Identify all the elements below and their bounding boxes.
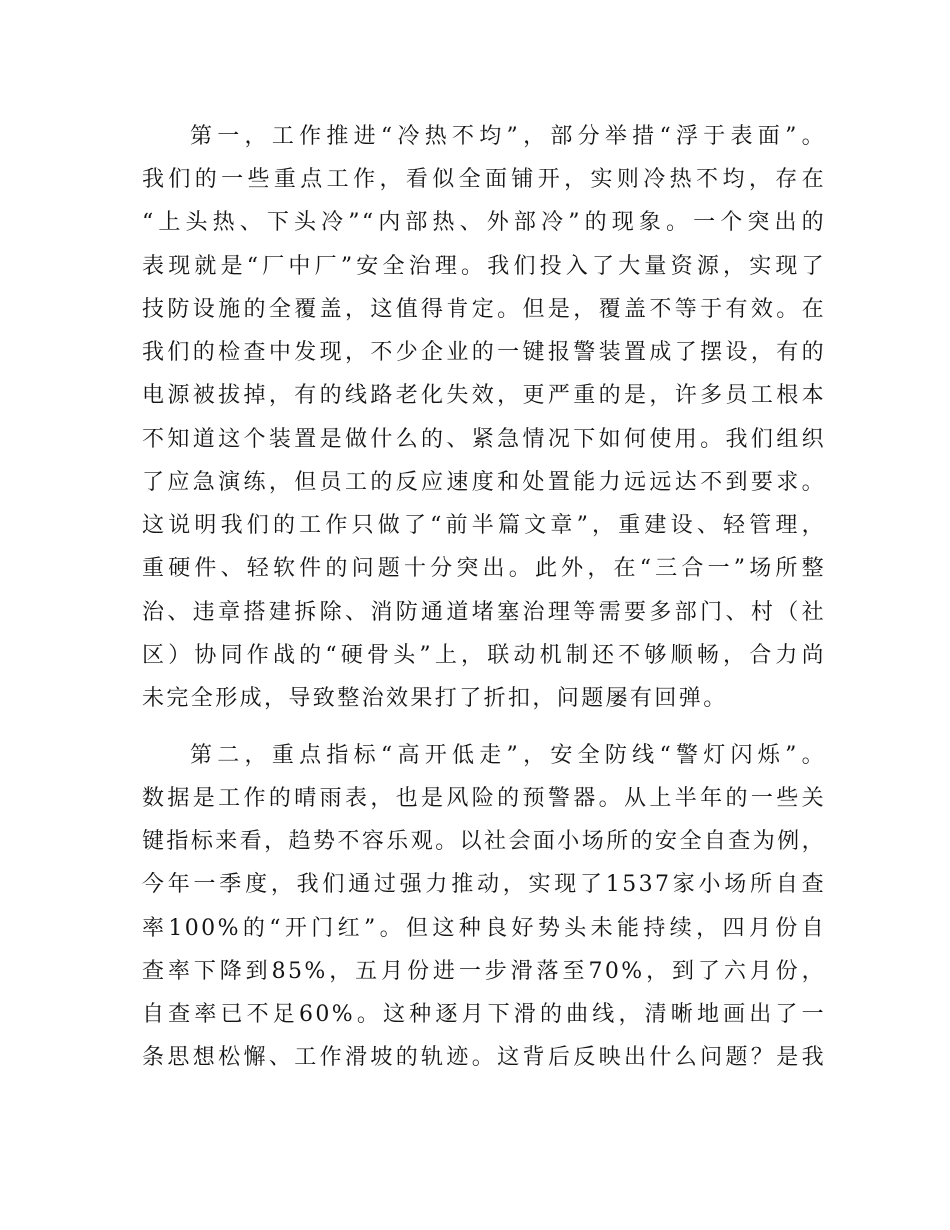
- text-line: 这说明我们的工作只做了“前半篇文章”，重建设、轻管理，: [142, 513, 826, 538]
- text-line: 我们的检查中发现，不少企业的一键报警装置成了摆设，有的: [142, 340, 826, 365]
- paragraph-heading: 第二，重点指标“高开低走”，安全防线“警灯闪烁”。: [190, 743, 826, 768]
- text-line: “上头热、下头冷”“内部热、外部冷”的现象。一个突出的: [142, 210, 826, 235]
- text-line: 技防设施的全覆盖，这值得肯定。但是，覆盖不等于有效。在: [142, 297, 826, 322]
- paragraph-heading: 第一，工作推进“冷热不均”，部分举措“浮于表面”。: [190, 124, 826, 149]
- text-line: 未完全形成，导致整治效果打了折扣，问题屡有回弹。: [142, 686, 728, 711]
- text-line: 自查率已不足60%。这种逐月下滑的曲线，清晰地画出了一: [142, 1002, 826, 1027]
- text-line: 表现就是“厂中厂”安全治理。我们投入了大量资源，实现了: [142, 254, 826, 279]
- text-line: 我们的一些重点工作，看似全面铺开，实则冷热不均，存在: [142, 167, 826, 192]
- text-line: 今年一季度，我们通过强力推动，实现了1537家小场所自查: [142, 872, 826, 897]
- text-line: 电源被拔掉，有的线路老化失效，更严重的是，许多员工根本: [142, 383, 826, 408]
- text-line: 数据是工作的晴雨表，也是风险的预警器。从上半年的一些关: [142, 786, 826, 811]
- text-line: 不知道这个装置是做什么的、紧急情况下如何使用。我们组织: [142, 427, 826, 452]
- text-line: 治、违章搭建拆除、消防通道堵塞治理等需要多部门、村（社: [142, 600, 826, 625]
- text-line: 重硬件、轻软件的问题十分突出。此外，在“三合一”场所整: [142, 556, 826, 581]
- text-line: 键指标来看，趋势不容乐观。以社会面小场所的安全自查为例，: [142, 829, 826, 854]
- text-line: 区）协同作战的“硬骨头”上，联动机制还不够顺畅，合力尚: [142, 643, 826, 668]
- text-line: 查率下降到85%，五月份进一步滑落至70%，到了六月份，: [142, 959, 826, 984]
- text-line: 率100%的“开门红”。但这种良好势头未能持续，四月份自: [142, 916, 826, 941]
- text-line: 条思想松懈、工作滑坡的轨迹。这背后反映出什么问题？是我: [142, 1045, 826, 1070]
- text-line: 了应急演练，但员工的反应速度和处置能力远远达不到要求。: [142, 470, 826, 495]
